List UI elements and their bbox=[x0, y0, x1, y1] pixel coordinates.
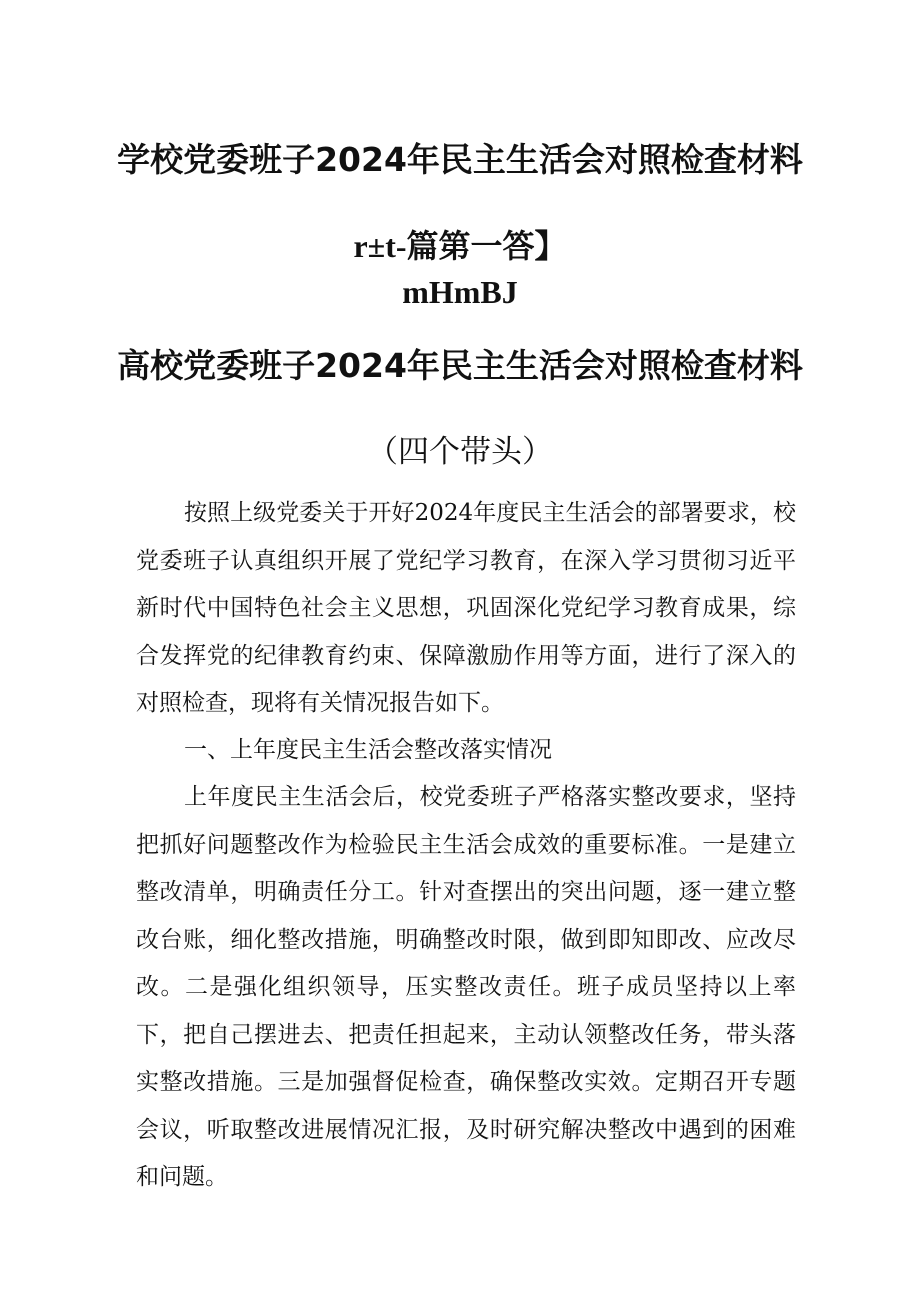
main-title: 高校党委班子2024年民主生活会对照检查材料 bbox=[117, 346, 803, 385]
document-title: 学校党委班子2024年民主生活会对照检查材料 bbox=[117, 140, 803, 179]
intro-paragraph: 按照上级党委关于开好2024年度民主生活会的部署要求，校党委班子认真组织开展了党纪学习教育，在深入学习贯彻习近平新时代中国特色社会主义思想，巩固深化党纪学习教育成果，综合发挥党的纪律教育约束、保障激励作用等方面，进行了深入的对照检查，现将有关情况报告如下。 bbox=[136, 500, 796, 716]
garbled-toc-line: r±t-篇第一答】 bbox=[353, 228, 567, 264]
body-paragraph: 上年度民主生活会后，校党委班子严格落实整改要求，坚持把抓好问题整改作为检验民主生活会成效的重要标准。一是建立整改清单，明确责任分工。针对查摆出的突出问题，逐一建立整改台账，细化整改措施，明确整改时限，做到即知即改、应改尽改。二是强化组织领导，压实整改责任。班子成员坚持以上率下，把自己摆进去、把责任担起来，主动认领整改任务，带头落实整改措施。三是加强督促检查，确保整改实效。定期召开专题会议，听取整改进展情况汇报，及时研究解决整改中遇到的困难和问题。 bbox=[136, 784, 796, 1190]
sub-title: （四个带头） bbox=[367, 434, 553, 470]
garbled-toc-code: mHmBJ bbox=[402, 274, 518, 310]
section-heading: 一、上年度民主生活会整改落实情况 bbox=[184, 737, 552, 763]
